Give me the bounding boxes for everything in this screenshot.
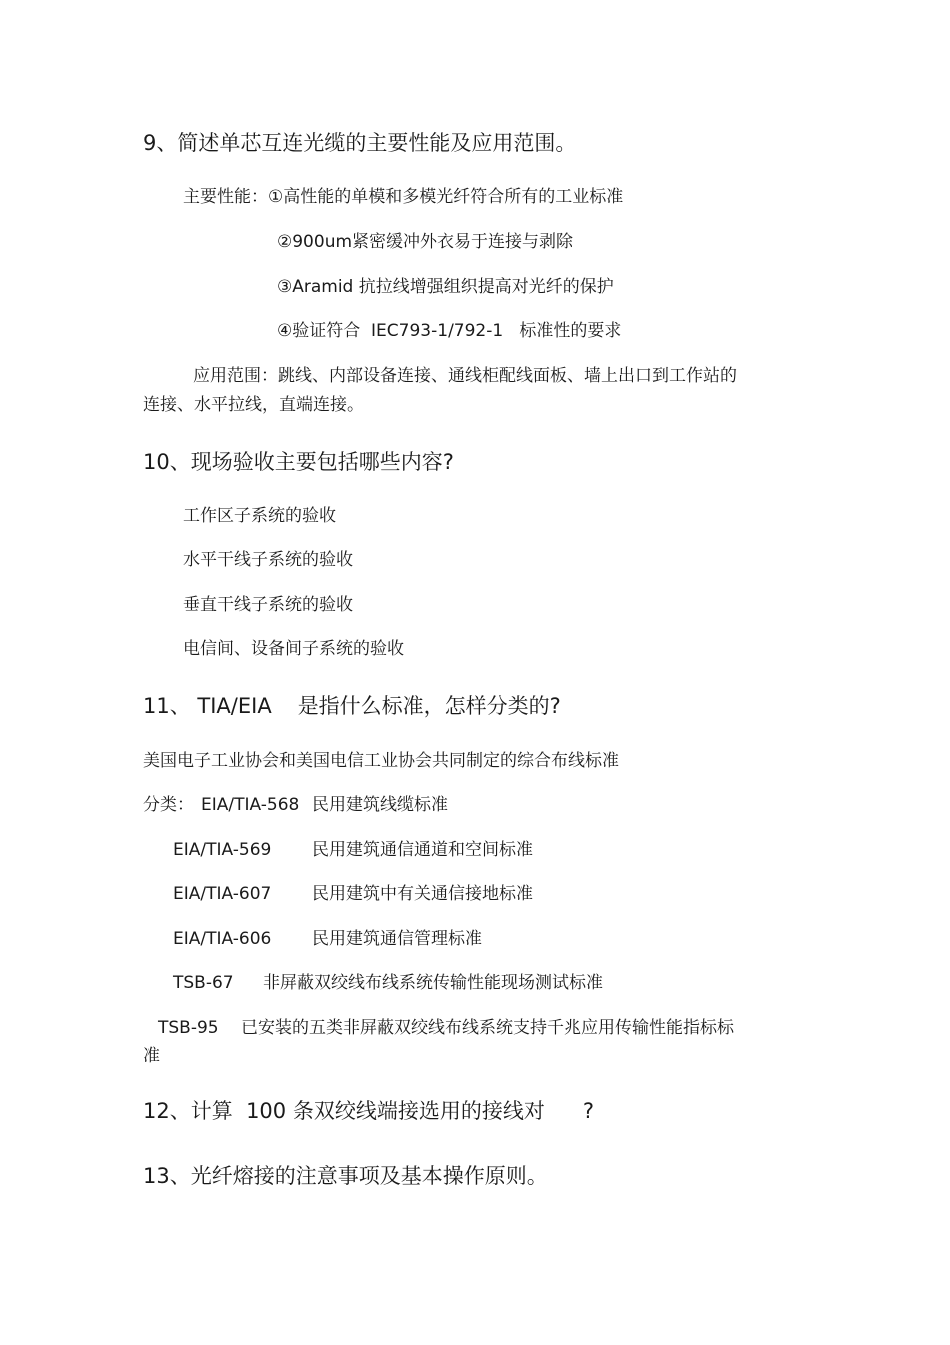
standard-desc: 民用建筑中有关通信接地标准: [312, 884, 533, 904]
q9-perf-item: ①高性能的单模和多模光纤符合所有的工业标准: [268, 187, 624, 207]
standard-code: EIA/TIA-569: [173, 840, 272, 860]
standard-desc: 已安装的五类非屏蔽双绞线布线系统支持千兆应用传输性能指标标: [241, 1018, 734, 1038]
q11-class-label: 分类：: [143, 795, 194, 815]
q12-title-suffix: ?: [582, 1099, 594, 1123]
standard-code: EIA/TIA-607: [173, 884, 272, 904]
q12-title-prefix: 12、计算 100 条双绞线端接选用的接线对: [143, 1099, 545, 1123]
q11-description: 美国电子工业协会和美国电信工业协会共同制定的综合布线标准: [143, 751, 619, 771]
q10-item: 垂直干线子系统的验收: [183, 595, 353, 615]
standard-desc: 民用建筑线缆标准: [312, 795, 448, 815]
q11-tail: 准: [143, 1046, 160, 1066]
q12-title: [143, 1098, 594, 1124]
q11-standard-row: [173, 840, 533, 860]
q9-perf-label: 主要性能：: [183, 187, 268, 207]
q13-title: 13、光纤熔接的注意事项及基本操作原则。: [143, 1164, 548, 1188]
q9-perf-item: ④验证符合 IEC793-1/792-1 标准性的要求: [277, 321, 622, 341]
q11-standard-row: [173, 884, 533, 904]
q9-scope-line-1: 应用范围：跳线、内部设备连接、通线柜配线面板、墙上出口到工作站的: [193, 366, 737, 386]
standard-code: EIA/TIA-568: [201, 795, 300, 815]
q9-perf-item: ③Aramid 抗拉线增强组织提高对光纤的保护: [277, 277, 614, 297]
q11-standard-row: [173, 929, 482, 949]
q9-perf-line-1: [183, 187, 623, 207]
q9-title: 9、简述单芯互连光缆的主要性能及应用范围。: [143, 131, 577, 155]
q10-item: 电信间、设备间子系统的验收: [183, 639, 404, 659]
standard-desc: 民用建筑通信管理标准: [312, 929, 482, 949]
standard-code: EIA/TIA-606: [173, 929, 272, 949]
q10-title: 10、现场验收主要包括哪些内容?: [143, 450, 454, 474]
q10-item: 水平干线子系统的验收: [183, 550, 353, 570]
q9-perf-item: ②900um紧密缓冲外衣易于连接与剥除: [277, 232, 574, 252]
standard-code: TSB-67: [173, 973, 234, 993]
q11-title: [143, 693, 561, 719]
q11-standard-row: [143, 795, 448, 815]
q9-scope-line-2: 连接、水平拉线，直端连接。: [143, 395, 364, 415]
q11-standard-row: [158, 1018, 734, 1038]
standard-desc: 非屏蔽双绞线布线系统传输性能现场测试标准: [263, 973, 603, 993]
standard-desc: 民用建筑通信通道和空间标准: [312, 840, 533, 860]
q10-item: 工作区子系统的验收: [183, 506, 336, 526]
standard-code: TSB-95: [158, 1018, 219, 1038]
q11-standard-row: [173, 973, 603, 993]
q11-title-prefix: 11、 TIA/EIA: [143, 694, 272, 718]
q11-title-suffix: 是指什么标准，怎样分类的?: [297, 694, 561, 718]
